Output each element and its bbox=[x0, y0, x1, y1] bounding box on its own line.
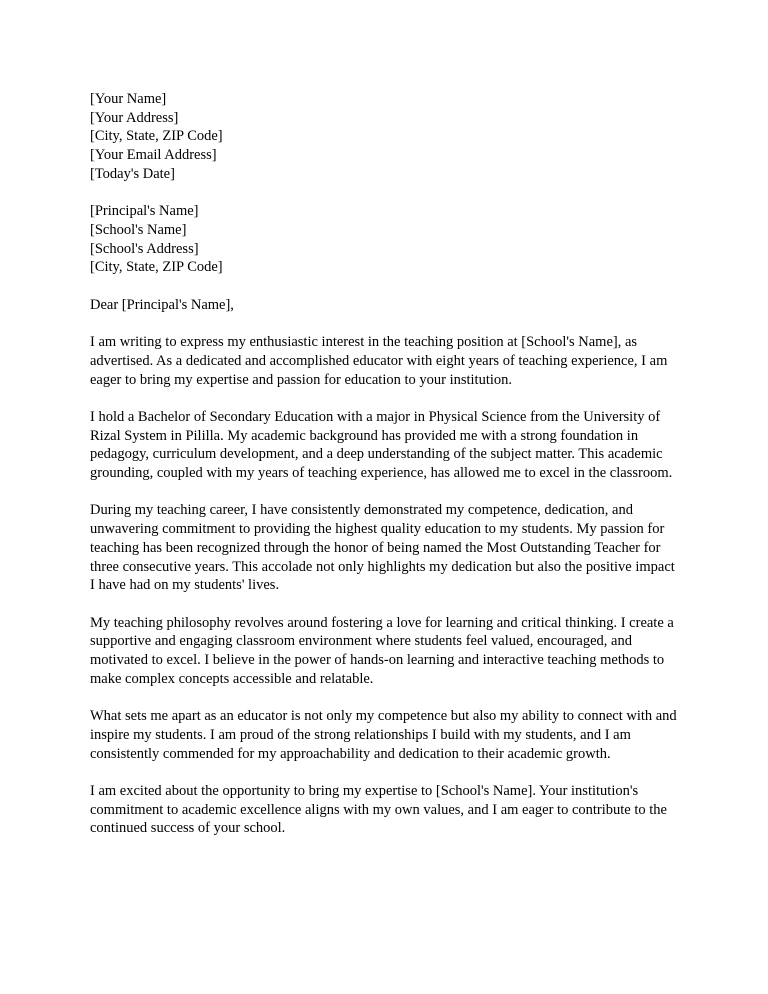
sender-date-line: [Today's Date] bbox=[90, 165, 175, 182]
paragraph-closing: I am excited about the opportunity to bring my expertise to [School's Name]. Your institution's commitment to academic excellence aligns with my own values, and I am eager to contribute to the continued success of your school. bbox=[90, 782, 667, 837]
recipient-address-block bbox=[90, 202, 682, 277]
salutation: Dear [Principal's Name], bbox=[90, 296, 234, 313]
paragraph-strengths: What sets me apart as an educator is not only my competence but also my ability to connect with and inspire my students. I am proud of the strong relationships I build with my students, and I am consistently commended for my approachability and dedication to their academic growth. bbox=[90, 708, 677, 762]
sender-name-line: [Your Name] bbox=[90, 91, 167, 107]
paragraph-philosophy: My teaching philosophy revolves around fostering a love for learning and critical thinking. I create a supportive and engaging classroom environment where students feel valued, encouraged, and motivated to excel. I believe in the power of hands-on learning and interactive teaching methods to make complex concepts accessible and relatable. bbox=[90, 614, 674, 687]
sender-email-line: [Your Email Address] bbox=[90, 147, 217, 164]
recipient-address-line: [School's Address] bbox=[90, 240, 199, 257]
paragraph-intro: I am writing to express my enthusiastic interest in the teaching position at [School's Name], as advertised. As a dedicated and accomplished educator with eight years of teaching experience, I am eager to bring my expertise and passion for education to your institution. bbox=[90, 334, 668, 388]
sender-address-line: [Your Address] bbox=[90, 109, 179, 126]
sender-city-line: [City, State, ZIP Code] bbox=[90, 128, 223, 145]
recipient-name-line: [Principal's Name] bbox=[90, 203, 199, 220]
letter-body bbox=[90, 90, 682, 838]
paragraph-career: During my teaching career, I have consistently demonstrated my competence, dedication, and unwavering commitment to providing the highest quality education to my students. My passion for teaching has been recognized through the honor of being named the Most Outstanding Teacher for three consecutive years. This accolade not only highlights my dedication but also the positive impact I have had on my students' lives. bbox=[90, 502, 675, 594]
paragraph-education: I hold a Bachelor of Secondary Education with a major in Physical Science from the University of Rizal System in Pililla. My academic background has provided me with a strong foundation in pedagogy, curriculum development, and a deep understanding of the subject matter. This academic grounding, coupled with my years of teaching experience, has allowed me to excel in the classroom. bbox=[90, 408, 673, 481]
recipient-school-line: [School's Name] bbox=[90, 221, 187, 238]
spacer bbox=[90, 184, 682, 203]
spacer bbox=[90, 277, 682, 296]
sender-address-block bbox=[90, 90, 682, 184]
recipient-city-line: [City, State, ZIP Code] bbox=[90, 259, 223, 276]
